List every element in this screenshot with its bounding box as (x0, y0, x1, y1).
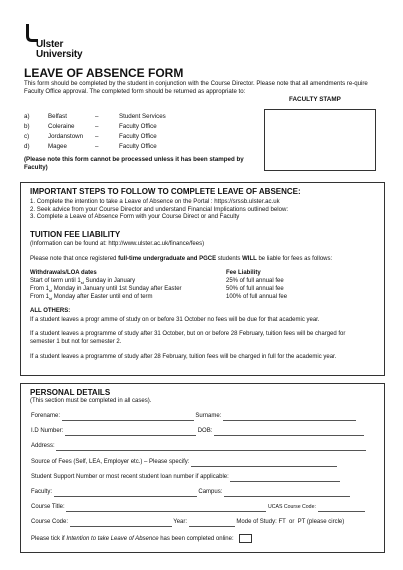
tuition-info: (Information can be found at: http://www.ulster.ac.uk/finance/fees) (30, 241, 205, 247)
fee-value: 25% of full annual fee (226, 278, 284, 284)
course-title-field[interactable] (66, 505, 266, 512)
steps-list (30, 198, 288, 221)
steps-heading: IMPORTANT STEPS TO FOLLOW TO COMPLETE LEAVE OF ABSENCE: (30, 187, 301, 196)
surname-label: Surname: (195, 413, 222, 419)
office-row (24, 123, 166, 133)
ucas-label: UCAS Course Code: (268, 504, 316, 510)
tuition-note-pre: Please note that once registered (30, 256, 117, 262)
university-logo (24, 22, 104, 58)
fee-date-post: Monday after Easter until end of term (52, 294, 153, 300)
office-dash: – (95, 113, 99, 120)
dob-label: DOB: (197, 428, 213, 434)
steps-section (20, 182, 385, 376)
tuition-note-post: be liable for fees as follows: (258, 256, 333, 262)
faculty-label: Faculty: (31, 489, 53, 495)
faculty-stamp-label: FACULTY STAMP (289, 96, 341, 103)
year-field[interactable] (189, 520, 235, 527)
office-campus: Coleraine (48, 123, 75, 130)
others-heading: ALL OTHERS: (30, 308, 71, 314)
fee-date-sup: st (80, 280, 84, 286)
tuition-note-bold: full-time undergraduate and PGCE (118, 256, 217, 262)
office-row (24, 143, 166, 153)
office-name: Student Services (119, 113, 166, 120)
support-number-row (31, 474, 340, 482)
office-campus: Magee (48, 143, 67, 150)
office-name: Faculty Office (119, 143, 157, 150)
fee-row (30, 278, 135, 286)
mode-options[interactable]: FT or PT (278, 519, 306, 525)
office-letter: d) (24, 143, 30, 150)
online-completed-checkbox[interactable] (239, 534, 252, 543)
step-item: 2. Seek advice from your Course Director and understand Financial Implications outlined below: (30, 205, 289, 213)
fee-date-post: Monday in January until 1st Sunday after Easter (52, 286, 182, 292)
id-row (31, 428, 364, 436)
fee-value: 100% of full annual fee (226, 294, 288, 300)
office-row (24, 133, 166, 143)
forename-label: Forename: (31, 413, 61, 419)
office-letter: a) (24, 113, 30, 120)
office-dash: – (95, 123, 99, 130)
logo-line2: University (36, 49, 83, 60)
faculty-field[interactable] (54, 490, 197, 497)
support-number-label: Student Support Number or most recent student loan number if applicable: (31, 474, 229, 480)
logo-line1: Ulster (36, 39, 64, 50)
tick-label-post: has been completed online: (160, 536, 234, 543)
tuition-note-will: WILL (242, 256, 257, 262)
support-number-field[interactable] (230, 475, 340, 482)
faculty-stamp-box (264, 109, 376, 171)
address-row (31, 443, 366, 451)
intro-text: This form should be completed by the student in conjunction with the Course Director. Please note that all amendments re-quire Faculty Office approval. The completed form should be returned as appropriate to: (24, 80, 368, 95)
name-row (31, 413, 356, 421)
tick-label-italic: Intention to take Leave of Absence (66, 536, 159, 543)
logo-text (36, 40, 82, 60)
course-title-label: Course Title: (31, 504, 65, 510)
course-code-row (31, 519, 344, 527)
fee-date-sup: st (49, 288, 53, 294)
fees-source-label: Source of Fees (Self, LEA, Employer etc.) – Please specify: (31, 459, 190, 465)
campus-field[interactable] (224, 490, 350, 497)
tick-row (31, 534, 252, 544)
fee-date-post: Sunday in January (83, 278, 136, 284)
personal-heading: PERSONAL DETAILS (30, 388, 111, 397)
course-code-field[interactable] (70, 520, 172, 527)
tick-label-pre: Please tick if (31, 536, 65, 543)
surname-field[interactable] (223, 414, 356, 421)
forename-field[interactable] (62, 414, 194, 421)
office-letter: b) (24, 123, 30, 130)
campus-label: Campus: (198, 489, 223, 495)
fees-source-field[interactable] (191, 460, 337, 467)
mode-label: Mode of Study: (236, 519, 277, 525)
fee-date-pre: From 1 (30, 294, 50, 300)
office-campus: Jordanstown (48, 133, 84, 140)
fees-source-row (31, 459, 337, 467)
personal-subheading: (This section must be completed in all cases). (30, 398, 152, 404)
course-title-row (31, 504, 365, 512)
mode-hint: (please circle) (306, 519, 345, 525)
others-item: If a student leaves a programme of study after 31 October, but on or before 28 February, tuition fees will be charged for semester 1 but not for semester 2. (30, 331, 346, 345)
office-row (24, 113, 166, 123)
fee-date-sup: st (49, 296, 53, 302)
office-name: Faculty Office (119, 133, 157, 140)
office-dash: – (95, 143, 99, 150)
address-field[interactable] (56, 444, 366, 451)
step-item: 3. Complete a Leave of Absence Form with your Course Direct or and Faculty (30, 213, 240, 221)
dob-field[interactable] (214, 429, 364, 436)
tuition-note (30, 256, 332, 264)
fee-col1-header: Withdrawals/LOA dates (30, 270, 97, 276)
address-label: Address: (31, 443, 55, 449)
ucas-field[interactable] (318, 505, 365, 512)
fee-date-pre: From 1 (30, 286, 50, 292)
id-number-field[interactable] (65, 429, 196, 436)
faculty-row (31, 489, 350, 497)
office-dash: – (95, 133, 99, 140)
office-list (24, 113, 166, 153)
others-item: If a student leaves a progr amme of study on or before 31 October no fees will be due for that academic year. (30, 317, 320, 323)
year-label: Year: (173, 519, 188, 525)
fee-row (30, 286, 182, 294)
office-campus: Belfast (48, 113, 67, 120)
fee-col2-header: Fee Liability (226, 270, 261, 276)
office-name: Faculty Office (119, 123, 157, 130)
fee-value: 50% of full annual fee (226, 286, 284, 292)
fee-row (30, 294, 153, 302)
fee-date-pre: Start of term until 1 (30, 278, 81, 284)
tuition-note-mid: students (217, 256, 241, 262)
form-title: LEAVE OF ABSENCE FORM (24, 66, 184, 80)
office-letter: c) (24, 133, 30, 140)
step-item: 1. Complete the intention to take a Leave of Absence on the Portal : https://srssb.ulster.ac.uk (30, 198, 280, 205)
personal-details-section (20, 383, 385, 553)
id-number-label: I.D Number: (31, 428, 64, 434)
processing-note: (Please note this form cannot be processed unless it has been stamped by Faculty) (24, 156, 244, 171)
tuition-heading: TUITION FEE LIABILITY (30, 230, 121, 239)
course-code-label: Course Code: (31, 519, 69, 525)
others-item: If a student leaves a programme of study after 28 February, tuition fees will be charged in full for the academic year. (30, 354, 337, 360)
